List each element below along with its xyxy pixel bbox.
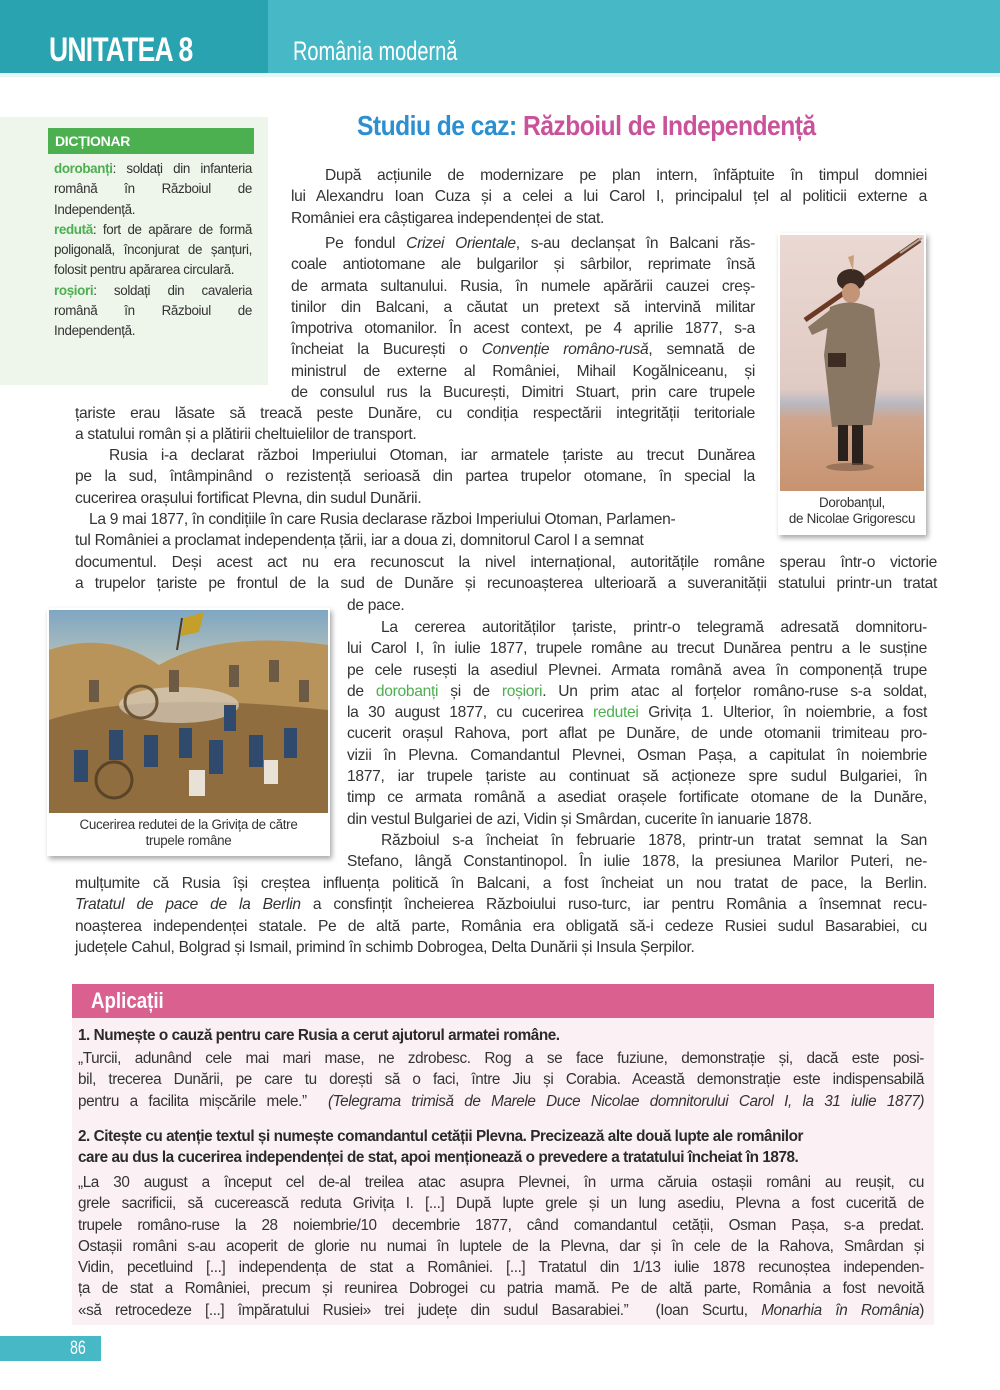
text-line: României era câștigarea independenței de stat.	[291, 209, 605, 227]
grivita-painting	[49, 610, 328, 813]
dictionary-term: redută	[54, 221, 93, 237]
paragraph-4-end	[347, 595, 647, 616]
text-line: împotriva otomanilor. În acest context, pe 4 aprilie 1877, s-a	[291, 320, 755, 338]
glossary-link-reduta: redutei	[593, 704, 639, 722]
dictionary-definition: : soldați din infanteria română în Războiul de Independență.	[54, 161, 252, 217]
text-span: , s-au declanșat în Balcani răs-	[515, 235, 755, 252]
text-span: „Turcii, adunând cele mai mari mase, ne zdrobesc. Rog a se face fuziune, demonstrație și, dacă este posi-	[78, 1050, 924, 1067]
paragraph-6-continued	[75, 873, 927, 958]
question-1: 1. Numește o cauză pentru care Rusia a cerut ajutorul armatei române.	[78, 1027, 560, 1044]
glossary-link-dorobanti: dorobanți	[375, 682, 439, 700]
paragraph-1	[291, 165, 927, 229]
dictionary-box	[0, 117, 268, 385]
text-line: grele sacrificii, să cucerească reduta Grivița I. [...] După lupte grele și un lung asediu, Plevna a fost cucerită de	[78, 1195, 924, 1213]
question-1-quote	[78, 1048, 924, 1112]
text-line: documentul. Deși acest act nu era recunoscut la nivel internațional, autoritățile române sperau într-o victorie	[75, 553, 937, 571]
text-span: . Un prim atac al forțelor româno-ruse s-a soldat,	[542, 682, 927, 700]
caption-line: Dorobanțul,	[819, 495, 885, 510]
quote-source: )	[919, 1301, 924, 1319]
text-line: ța de stat a României, precum și reunirea Dobrogei cu patria mamă. Pe de altă parte, România a fost nevoită	[78, 1280, 924, 1298]
dictionary-definition: : soldați din cavaleria română în Războiul de Independență.	[54, 282, 252, 339]
grivita-figure	[47, 608, 330, 856]
quote-source: (Telegrama trimisă de Marele Duce Nicolae domnitorului Carol I, la 31 iulie 1877)	[327, 1092, 925, 1110]
paragraph-2-continued	[75, 403, 755, 446]
text-line	[75, 445, 755, 466]
dictionary-entry	[54, 159, 252, 220]
text-line	[291, 165, 927, 186]
text-line: Ostașii români s-au acoperit de glorie nu numai în luptele de la Plevna, dar și în cele de la Rahova, Smârdan și	[78, 1237, 924, 1255]
question-2	[78, 1126, 934, 1168]
paragraph-2	[291, 233, 755, 403]
text-line: Stefano, lângă Constantinopol. În iulie 1878, la presiunea Marilor Puteri, ne-	[347, 853, 927, 871]
paragraph-5	[347, 617, 927, 830]
question-line: 2. Citește cu atenție textul și numește comandantul cetății Plevna. Precizează alte două lupte ale românilor	[78, 1128, 803, 1145]
page-number: 86	[70, 1338, 86, 1359]
text-span: Grivița 1. Ulterior, în noiembrie, a fost	[638, 704, 927, 722]
text-line: timp ce armata română a asediat orașele fortificate otomane de la Dunăre,	[347, 789, 927, 807]
text-line: 1877, iar trupele țariste au continuat să acționeze spre sudul Bulgariei, în	[347, 768, 927, 786]
title-prefix: Studiu de caz:	[357, 110, 517, 141]
text-line: mulțumite că Rusia își creștea influența politică în Balcani, a fost încheiat un nou tratat de pace, la Berlin.	[75, 875, 927, 892]
text-span: încheiat la București o	[291, 341, 482, 359]
text-span: Războiul s-a încheiat în februarie 1878, printr-un tratat semnat la San	[381, 832, 927, 849]
applications-title: Aplicații	[91, 988, 164, 1013]
quote-source-title: Monarhia în România	[761, 1301, 920, 1319]
caption-line: de Nicolae Grigorescu	[788, 511, 916, 526]
text-line	[291, 233, 755, 254]
text-line	[78, 1172, 924, 1193]
dorobant-caption	[778, 495, 926, 527]
caption-line: Cucerirea redutei de la Grivița de către	[79, 817, 298, 832]
text-line	[78, 1300, 924, 1321]
chapter-title: România modernă	[293, 36, 458, 66]
italic-term: Tratatul de pace de la Berlin	[75, 896, 301, 914]
text-line: județele Cahul, Bolgrad și Ismail, primind în schimb Dobrogea, Delta Dunării și Insula Șerpilor.	[75, 938, 695, 956]
dictionary-definition: : fort de apărare de formă poligonală, înconjurat de șanțuri, folosit pentru apărarea circulară.	[54, 221, 252, 278]
text-line: lui Carol I, în iulie 1877, trupele române au trecut Dunărea pentru a le susține	[347, 640, 927, 658]
dorobant-figure	[778, 233, 926, 535]
glossary-link-rosiori: roșiori	[501, 682, 543, 700]
dictionary-entry	[54, 281, 252, 342]
text-span: Pe fondul	[325, 235, 407, 252]
question-2-quote	[78, 1172, 924, 1321]
text-span: «să retrocedeze [...] împăratului Rusiei» trei județe din sudul Basarabiei.”	[78, 1301, 629, 1319]
text-span: , semnată de	[648, 341, 755, 359]
text-line: tinilor din Balcani, a căutat un pretext să intervină militar	[291, 298, 755, 316]
text-span: După acțiunile de modernizare pe plan intern, înfăptuite în timpul domniei	[325, 167, 927, 184]
text-line: pe cele rusești la asediul Plevnei. Armata română avea în componență trupe	[347, 661, 927, 679]
italic-term: Crizei Orientale	[406, 235, 516, 252]
caption-line: trupele române	[145, 833, 232, 848]
dictionary-entry	[54, 220, 252, 281]
text-line: bil, trecerea Dunării, pe care tu dorești să o faci, între Jiu și Corabia. Această demonstrație este indispensabilă	[78, 1071, 924, 1089]
text-line	[75, 894, 927, 915]
text-span: de	[347, 682, 376, 700]
quote-source: (Ioan Scurtu,	[655, 1301, 762, 1319]
text-line: de armata sultanului. Rusia, în numele apărării cauzei creș-	[291, 277, 755, 295]
text-line: cucerit orașul Rahova, port aflat pe Dunăre, de unde otomanii trimiteau pro-	[347, 725, 927, 743]
title-main: Războiul de Independență	[522, 110, 816, 141]
text-line	[78, 1091, 924, 1112]
dictionary-term: dorobanți	[54, 161, 113, 176]
text-line: țariste erau lăsate să treacă peste Dunăre, cu condiția respectării integrității teritoriale	[75, 405, 755, 422]
header-divider	[0, 73, 1000, 77]
text-line	[291, 339, 755, 360]
dictionary-term: roșiori	[54, 282, 94, 298]
paragraph-6	[347, 830, 927, 873]
text-line: a trupelor țariste pe frontul de la sud de Dunăre și recunoașterea ulterioară a suveranității statului printr-un tratat	[75, 574, 937, 592]
dorobant-painting	[780, 235, 924, 491]
text-span: pentru a facilita mișcările mele.”	[78, 1092, 307, 1110]
text-span: La cererea autorităților țariste, printr-o telegramă adresată domnitoru-	[381, 619, 927, 636]
text-span: „La 30 august a început cel de-al treilea atac asupra Plevnei, în urma căruia ostașii români au reușit, cu	[78, 1174, 924, 1191]
text-line: Vidin, pecetluind [...] independența de stat a României. [...] Tratatul din 1/13 iulie 1878 recunoștea independen-	[78, 1259, 924, 1277]
text-span: Rusia i-a declarat război Imperiului Otoman, iar armatele țariste au trecut Dunărea	[109, 447, 755, 464]
text-line: a statului român și a plătirii cheltuielilor de transport.	[75, 426, 417, 444]
text-line	[347, 681, 927, 702]
unit-label: UNITATEA 8	[49, 31, 193, 69]
dictionary-entries	[54, 159, 252, 342]
text-line: pe la sud, întâmpinând o rezistență serioasă din partea trupelor otomane, în special la	[75, 468, 755, 486]
text-span: la 30 august 1877, cu cucerirea	[347, 704, 593, 722]
text-line	[347, 702, 927, 723]
text-line: lui Alexandru Ioan Cuza și a celei a lui Carol I, principalul țel al politicii externe a	[291, 188, 927, 206]
text-line: de pace.	[347, 597, 405, 614]
text-line: tul României a proclamat independența țării, iar a doua zi, domnitorul Carol I a semnat	[75, 532, 644, 550]
text-line: ministrul de externe al României, Mihail Kogălniceanu, și	[291, 362, 755, 380]
text-line: vizii în Plevna. Comandantul Plevnei, Osman Pașa, a capitulat în noiembrie	[347, 746, 927, 764]
paragraph-3	[75, 445, 755, 509]
text-line	[78, 1048, 924, 1069]
grivita-caption	[47, 817, 330, 849]
italic-term: Convenție româno-rusă	[481, 341, 649, 359]
boot-shape	[838, 425, 848, 461]
text-span: a consfințit încheierea Războiului ruso-turc, iar pentru România a însemnat recu-	[300, 896, 927, 914]
text-line: coale antiotomane ale bulgarilor și sârbilor, reprimate însă	[291, 256, 755, 274]
text-line: noașterea independenței statale. Pe de altă parte, România era obligată să-i cedeze Rusiei sudul Basarabiei, cu	[75, 917, 927, 935]
face-shape	[842, 283, 860, 303]
text-line: din vestul Bulgariei de azi, Vidin și Smârdan, cucerite în ianuarie 1878.	[347, 810, 812, 828]
text-line: de consulul rus la București, Dimitri Stuart, prin care trupele	[291, 384, 755, 402]
question-line: care au dus la cucerirea independenței de stat, apoi menționează o prevedere a tratatului încheiat în 1878.	[78, 1149, 799, 1166]
text-line: cucerirea orașului fortificat Plevna, din sudul Dunării.	[75, 489, 422, 507]
text-line	[347, 617, 927, 638]
text-span: și de	[438, 682, 502, 700]
dictionary-title: DICȚIONAR	[48, 128, 254, 154]
text-line: trupele româno-ruse la 28 noiembrie/10 decembrie 1877, când comandantul cetății, Osman Pașa, s-a predat.	[78, 1216, 924, 1234]
applications-header-band	[72, 984, 934, 1018]
page-title	[357, 106, 816, 146]
text-line	[347, 830, 927, 851]
text-line: La 9 mai 1877, în condițiile în care Rusia declarase război Imperiului Otoman, Parlamen-	[89, 511, 676, 528]
